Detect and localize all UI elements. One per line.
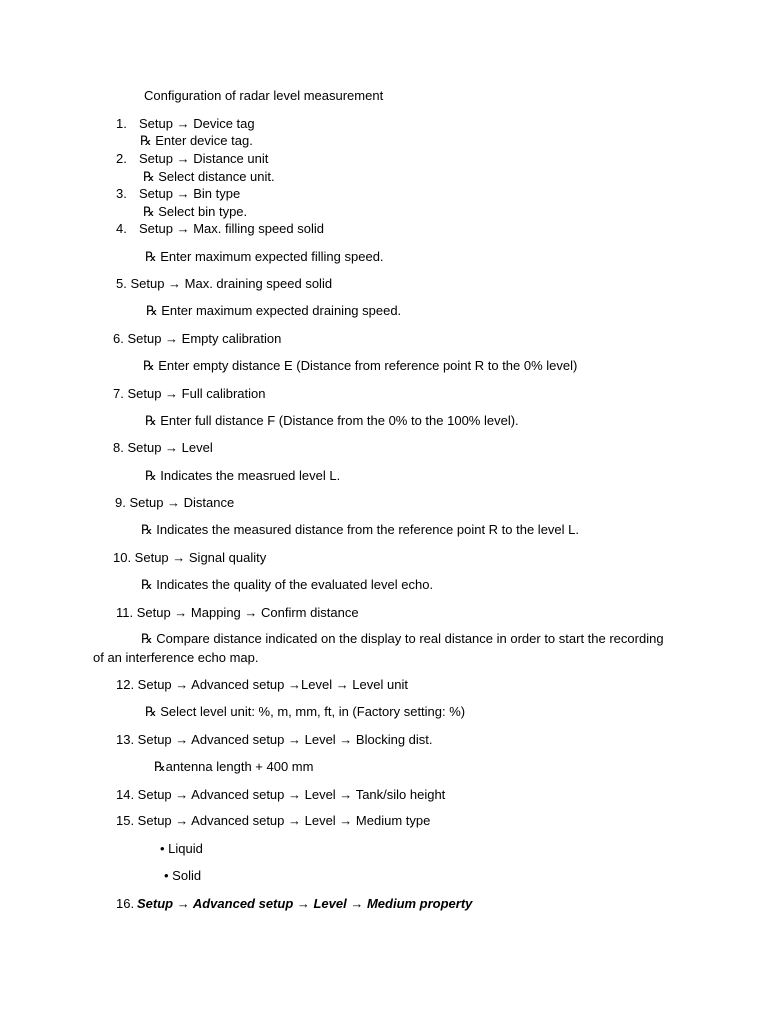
item-6-text: 6. Setup → Empty calibration	[113, 331, 282, 346]
item-13-note: ℞antenna length + 400 mm	[154, 759, 314, 774]
item-1-text: Setup → Device tag	[139, 116, 255, 131]
item-1-note: ℞ Enter device tag.	[140, 133, 253, 148]
item-10-text: 10. Setup → Signal quality	[113, 550, 267, 565]
item-6-note: ℞ Enter empty distance E (Distance from reference point R to the 0% level)	[143, 358, 578, 373]
item-7-text: 7. Setup → Full calibration	[113, 386, 266, 401]
item-13-text: 13. Setup → Advanced setup → Level → Blocking dist.	[116, 732, 433, 747]
item-11-note-continued: of an interference echo map.	[93, 650, 259, 665]
item-4-note: ℞ Enter maximum expected filling speed.	[145, 249, 384, 264]
item-4-text: Setup → Max. filling speed solid	[139, 221, 324, 236]
item-4-number: 4.	[116, 221, 127, 236]
item-15-text: 15. Setup → Advanced setup → Level → Medium type	[116, 813, 431, 828]
item-10-note: ℞ Indicates the quality of the evaluated level echo.	[141, 577, 434, 592]
item-1-number: 1.	[116, 116, 127, 131]
item-12-text: 12. Setup → Advanced setup →Level → Level unit	[116, 677, 408, 692]
item-3-number: 3.	[116, 186, 127, 201]
item-3-text: Setup → Bin type	[139, 186, 241, 201]
item-8-note: ℞ Indicates the measrued level L.	[145, 468, 341, 483]
item-11-text: 11. Setup → Mapping → Confirm distance	[116, 605, 359, 620]
item-8-text: 8. Setup → Level	[113, 440, 213, 455]
item-7-note: ℞ Enter full distance F (Distance from the 0% to the 100% level).	[145, 413, 519, 428]
item-5-note: ℞ Enter maximum expected draining speed.	[146, 303, 402, 318]
item-11-note: ℞ Compare distance indicated on the display to real distance in order to start the recording	[141, 631, 664, 646]
item-16-text: Setup → Advanced setup → Level → Medium property	[137, 896, 473, 911]
item-14-text: 14. Setup → Advanced setup → Level → Tank/silo height	[116, 787, 446, 802]
item-9-note: ℞ Indicates the measured distance from the reference point R to the level L.	[141, 522, 580, 537]
item-15-bullet-solid: • Solid	[164, 868, 202, 883]
item-2-note: ℞ Select distance unit.	[143, 169, 275, 184]
item-5-text: 5. Setup → Max. draining speed solid	[116, 276, 333, 291]
item-12-note: ℞ Select level unit: %, m, mm, ft, in (Factory setting: %)	[145, 704, 466, 719]
item-9-text: 9. Setup → Distance	[115, 495, 235, 510]
item-2-number: 2.	[116, 151, 127, 166]
item-15-bullet-liquid: • Liquid	[160, 841, 203, 856]
document-title: Configuration of radar level measurement	[144, 88, 384, 103]
item-2-text: Setup → Distance unit	[139, 151, 269, 166]
item-3-note: ℞ Select bin type.	[143, 204, 248, 219]
item-16-number: 16.	[116, 896, 135, 911]
